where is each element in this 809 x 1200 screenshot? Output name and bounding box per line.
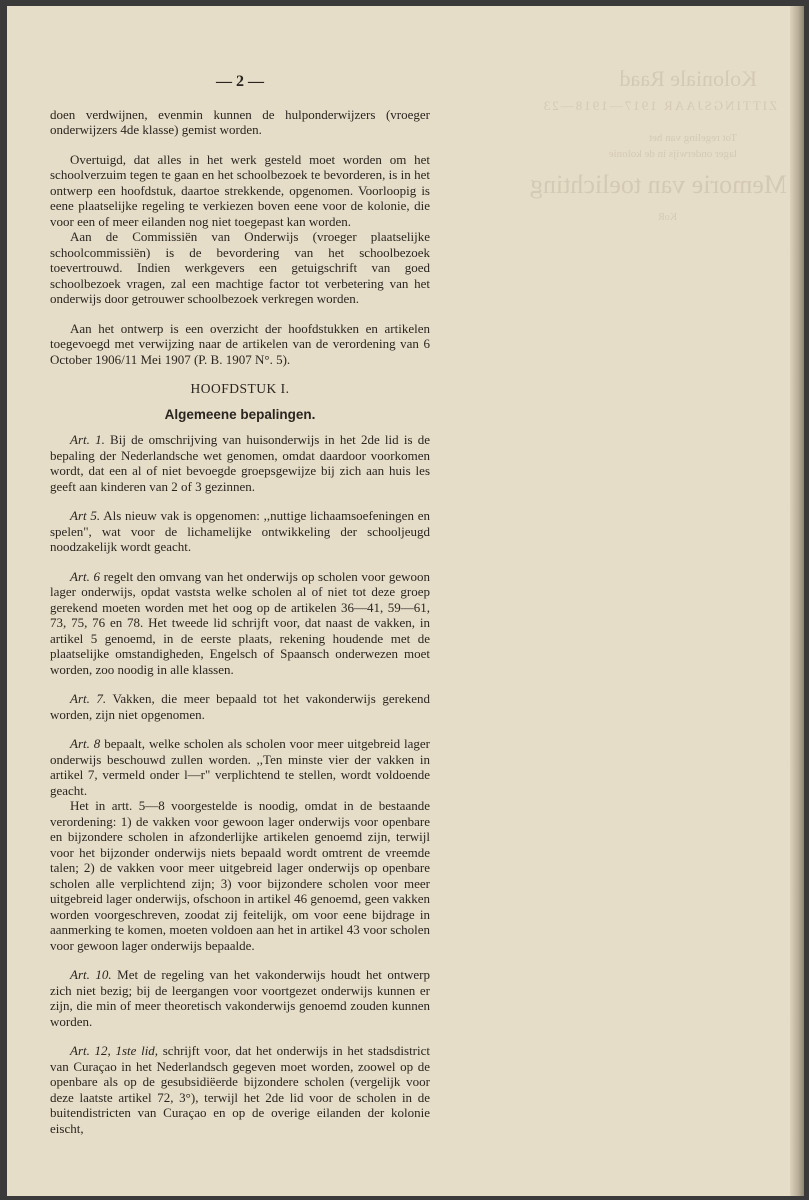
article-ref: Art. 8 xyxy=(70,736,101,751)
document-page xyxy=(7,6,804,1196)
page-edge-shadow xyxy=(790,6,804,1196)
bleed-line: Memorie van toelichting xyxy=(529,170,787,199)
article-ref: Art. 1. xyxy=(70,432,105,447)
article-paragraph xyxy=(50,967,430,1029)
article-ref: Art 5. xyxy=(70,508,101,523)
bleed-line: Tot regeling van het xyxy=(648,132,737,144)
article-paragraph xyxy=(50,691,430,722)
article-text: Het in artt. 5—8 voorgestelde is noodig, omdat in de bestaande verordening: 1) de vakken voor gewoon lager onderwijs voor openbare en bijzondere scholen in afzonderlijke artikelen genoemd zijn, terwijl voor het bijzonder onderwijs niets bepaald wordt omtrent de vreemde talen; 2) de vakken voor meer uitgebreid lager onderwijs op openbare scholen alle verplichtend zijn; 3) voor bijzondere scholen voor meer uitgebreid lager onderwijs, ofschoon in artikel 46 genoemd, geen vakken worden voorgeschreven, zoodat zij feitelijk, om voor eene bijdrage in aanmerking te komen, moeten voldoen aan het in artikel 43 voor scholen voor gewoon lager onderwijs bepaalde. xyxy=(50,798,430,953)
article-paragraph xyxy=(50,432,430,494)
bleed-line: ZITTINGSJAAR 1917—1918—23 xyxy=(541,98,777,113)
article-paragraph xyxy=(50,569,430,678)
article-text: Als nieuw vak is opgenomen: ,,nuttige lichaamsoefeningen en spelen", wat voor de lichamelijke ontwikkeling der schooljeugd noodzakelijk wordt geacht. xyxy=(50,508,430,554)
paragraph: Aan het ontwerp is een overzicht der hoofdstukken en artikelen toegevoegd met verwijzing naar de artikelen van de verordening van 6 October 1906/11 Mei 1907 (P. B. 1907 N°. 5). xyxy=(50,320,430,367)
article-ref: Art. 10. xyxy=(70,967,112,982)
bleed-line: Koloniale Raad xyxy=(619,66,757,91)
article-paragraph xyxy=(50,798,430,953)
chapter-subheading: Algemeene bepalingen. xyxy=(164,406,316,422)
article-text: bepaalt, welke scholen als scholen voor meer uitgebreid lager onderwijs beschouwd zullen worden. ,,Ten minste vier der vakken in artikel 7, vermeld onder l—r" verplichtend te stellen, wordt voldoende geacht. xyxy=(50,736,430,798)
article-text: Vakken, die meer bepaald tot het vakonderwijs gerekend worden, zijn niet opgenomen. xyxy=(50,691,430,722)
article-paragraph xyxy=(50,736,430,798)
bleed-through-text xyxy=(477,66,797,223)
bleed-line: KoR xyxy=(658,212,677,223)
article-ref: Art. 6 xyxy=(70,568,100,584)
bleed-line: lager onderwijs in de kolonie xyxy=(608,148,737,160)
article-ref: Art. 7. xyxy=(70,691,107,706)
article-text: Met de regeling van het vakonderwijs houdt het ontwerp zich niet bezig; bij de leergangen voor voortgezet onderwijs kunnen er zijn, die min of meer theoretisch vakonderwijs genoemd zouden kunnen worden. xyxy=(50,967,430,1029)
chapter-heading: HOOFDSTUK I. xyxy=(190,381,290,396)
page-number: — 2 — xyxy=(216,73,264,90)
article-text: schrijft voor, dat het onderwijs in het stadsdistrict van Curaçao in het Nederlandsch gegeven moet worden, zoowel op de openbare als op de gesubsidiëerde bijzondere scholen (vergelijk voor deze laatste artikel 72, 3°), terwijl het 2de lid voor de scholen in de buitendistricten van Curaçao en op de overige eilanden der kolonie eischt, xyxy=(50,1043,430,1136)
article-text: regelt den omvang van het onderwijs op scholen voor gewoon lager onderwijs, opdat vaststa welke scholen al of niet tot deze groep gerekend moeten worden met het oog op de artikelen 36—41, 59—61, 73, 75, 76 en 78. Het tweede lid schrijft voor, dat naast de vakken, in artikel 5 genoemd, in de eerste plaats, rekening houdende met de plaatselijke omstandigheden, Engelsch of Spaansch onderwezen moet worden, zoo noodig in alle klassen. xyxy=(50,568,430,677)
article-paragraph xyxy=(50,508,430,555)
text-column xyxy=(50,74,430,1136)
paragraph: Overtuigd, dat alles in het werk gesteld moet worden om het schoolverzuim tegen te gaan en het schoolbezoek te bevorderen, is in het ontwerp een hoofdstuk, daartoe strekkende, opgenomen. Voorloopig is eene plaatselijke regeling te verkiezen boven eene voor de kolonie, die voor een of meer eilanden nog niet toegepast kan worden. xyxy=(50,151,430,229)
article-paragraph xyxy=(50,1043,430,1136)
article-ref: Art. 12, 1ste lid, xyxy=(70,1043,159,1058)
paragraph: Aan de Commissiën van Onderwijs (vroeger plaatselijke schoolcommissiën) is de bevordering van het schoolbezoek toevertrouwd. Indien werkgevers een getuigschrift van goed schoolbezoek vragen, zal een machtige factor tot verbetering van het onderwijs door getrouwer schoolbezoek verkregen worden. xyxy=(50,229,430,306)
paragraph: doen verdwijnen, evenmin kunnen de hulponderwijzers (vroeger onderwijzers 4de klasse) gemist worden. xyxy=(50,106,430,137)
article-text: Bij de omschrijving van huisonderwijs in het 2de lid is de bepaling der Nederlandsche wet genomen, omdat daardoor voorkomen wordt, dat een al of niet bevoegde groepsgewijze bij zich aan huis les geeft aan kinderen van 2 of 3 gezinnen. xyxy=(50,432,430,494)
